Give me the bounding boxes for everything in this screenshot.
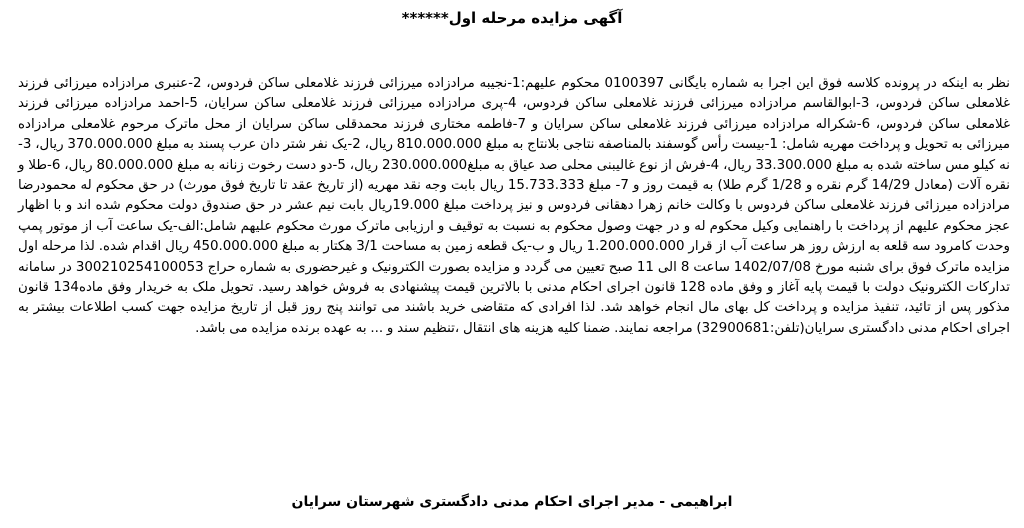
- notice-signature: ابراهیمی - مدیر اجرای احکام مدنی دادگستری شهرستان سرایان: [291, 494, 733, 510]
- notice-body-text: نظر به اینکه در پرونده کلاسه فوق این اجرا به شماره بایگانی 0100397 محکوم علیهم:1-نجیبه مرادزاده میرزائی فرزند غلامعلی ساکن فردوس، 2-عنبری مرادزاده میرزائی فرزند غلامعلی ساکن فردوس، 3-ابوالقاسم مرادزاده میرزائی فرزند غلامعلی ساکن فردوس، 4-پری مرادزاده میرزائی فرزند غلامعلی ساکن سرایان، 5-احمد مرادزاده میرزائی فرزند غلامعلی ساکن فردوس، 6-شکراله مرادزاده میرزائی فرزند غلامعلی ساکن سرایان و 7-فاطمه مختاری فرزند محمدقلی ساکن سرایان از محل ماترک مرحوم غلامعلی مرادزاده میرزائی به تحویل و پرداخت مهریه شامل: 1-بیست رأس گوسفند بالمناصفه نتاجی بلانتاج به مبلغ 810.000.000 ریال، 2-یک نفر شتر دان عرب پسند به مبلغ 370.000.000 ریال، 3-نه کیلو مس ساخته شده به مبلغ 33.300.000 ریال، 4-فرش از نوع غالیبنی محلی صد عیاق به مبلغ230.000.000 ریال، 5-دو دست رخوت زنانه به مبلغ 80.000.000 ریال، 6-طلا و نقره آلات (معادل 14/29 گرم نقره و 1/28 گرم طلا) به قیمت روز و 7- مبلغ 15.733.333 ریال بابت وجه نقد مهریه (از تاریخ عقد تا تاریخ فوق مورث) در حق محکوم له محمودرضا مرادزاده میرزائی فرزند غلامعلی ساکن فردوس با وکالت خانم زهرا دهقانی فردوس و نیز پرداخت مبلغ 19.000ریال بابت نیم عشر در حق صندوق دولت محکوم شده اند و با اظهار عجز محکوم علیهم از پرداخت با راهنمایی وکیل محکوم له و در جهت وصول محکوم به نسبت به توقیف و ارزیابی ماترک مورث محکوم علیهم شامل:الف-یک ساعت آب از موتور پمپ وحدت کامرود سه قلعه به ارزش روز هر ساعت آب از قرار 1.200.000.000 ریال و ب-یک قطعه زمین به مساحت 3/1 هکتار به مبلغ 450.000.000 ریال اقدام شده. لذا مرحله اول مزایده ماترک فوق برای شنبه مورخ 1402/07/08 ساعت 8 الی 11 صبح تعیین می گردد و مزایده بصورت الکترونیک و غیرحضوری به شماره حراج 300210254100053 در سامانه تدارکات الکترونیک دولت با قیمت پایه آغاز و وفق ماده 128 قانون اجرای احکام مدنی با بالاترین قیمت پیشنهادی به فروش خواهد رسید. تحویل ملک به خریدار وفق ماده134 قانون مذکور پس از تائید، تنفیذ مزایده و پرداخت کل بهای مال انجام خواهد شد. لذا افرادی که متقاضی خرید باشند می توانند پنج روز قبل از تاریخ مزایده جهت کسب اطلاعات بیشتر به اجرای احکام مدنی دادگستری سرایان(تلفن:32900681) مراجعه نمایند. ضمنا کلیه هزینه های انتقال ،تنظیم سند و ... به عهده برنده مزایده می باشد.: [18, 76, 1011, 336]
- notice-title: آگهی مزایده مرحله اول******: [401, 9, 623, 27]
